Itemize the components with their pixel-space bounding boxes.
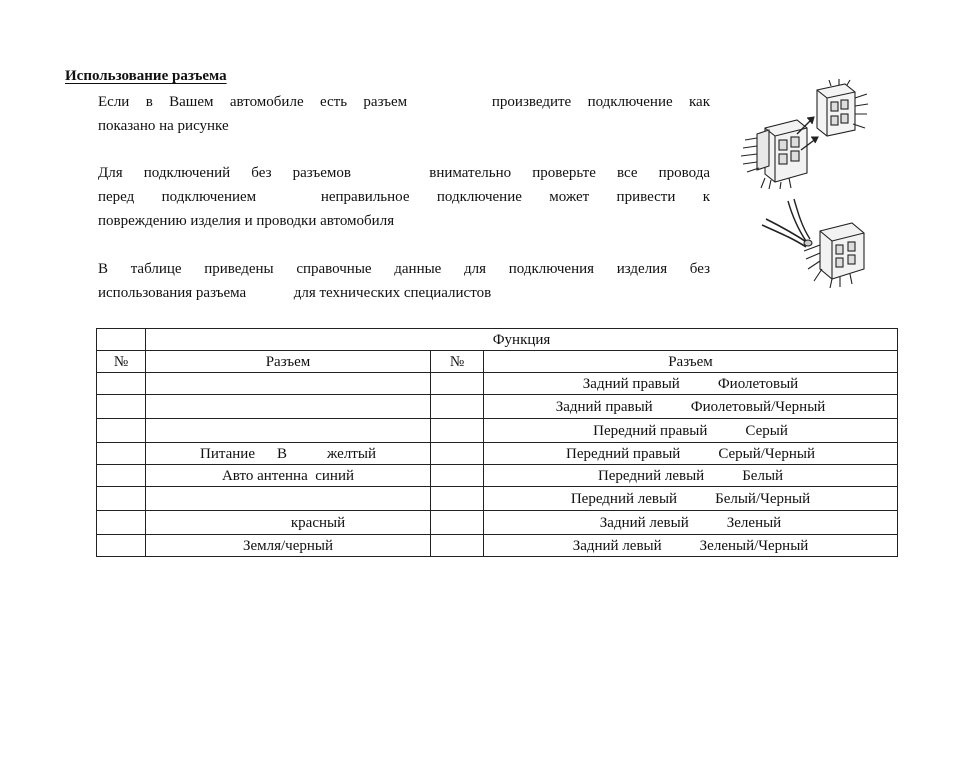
connector-function: Задний правый Фиолетовый/Черный: [484, 395, 898, 419]
connection-table: [96, 328, 898, 557]
table-row: [97, 419, 898, 443]
paragraph-table-reference: [98, 257, 710, 305]
connector-function: [146, 395, 431, 419]
column-header-connector: Разъем: [146, 351, 431, 373]
text-fragment: использования разъема: [98, 285, 247, 301]
pin-number: [97, 395, 146, 419]
table-row: [97, 373, 898, 395]
wire-cutting-illustration: [760, 195, 872, 290]
pin-number: [431, 535, 484, 557]
pin-number: [97, 419, 146, 443]
connector-function: [146, 487, 431, 511]
connector-function: Задний левый Зеленый: [484, 511, 898, 535]
table-row: [97, 487, 898, 511]
text-fragment: внимательно проверьте все провода: [429, 165, 711, 181]
connector-function: Питание В желтый: [146, 443, 431, 465]
connector-function: Земля/черный: [146, 535, 431, 557]
section-heading: Использование разъема: [65, 68, 227, 84]
text-fragment: В таблице приведены справочные данные для подключения изделия без: [98, 261, 710, 277]
table-row: [97, 443, 898, 465]
paragraph-line: [98, 114, 710, 138]
connector-function: Передний левый Белый: [484, 465, 898, 487]
paragraph-line: [98, 209, 710, 233]
text-fragment: перед подключением: [98, 189, 257, 205]
column-header-no: №: [97, 351, 146, 373]
column-header-connector: Разъем: [484, 351, 898, 373]
pin-number: [431, 373, 484, 395]
connector-plug-illustration: [735, 78, 870, 190]
connector-function: [146, 373, 431, 395]
pin-number: [97, 373, 146, 395]
paragraph-connector-usage: [98, 90, 710, 138]
pin-number: [431, 419, 484, 443]
table-row: [97, 465, 898, 487]
table-corner-cell: [97, 329, 146, 351]
connector-function: Передний правый Серый: [484, 419, 898, 443]
pin-number: [97, 535, 146, 557]
text-fragment: показано на рисунке: [98, 118, 229, 134]
paragraph-line: [98, 161, 710, 185]
table-row: [97, 395, 898, 419]
table-row: [97, 511, 898, 535]
connector-function: Авто антенна синий: [146, 465, 431, 487]
connector-function: [146, 419, 431, 443]
text-fragment: Для подключений без разъемов: [98, 165, 351, 181]
connector-function: Задний левый Зеленый/Черный: [484, 535, 898, 557]
pin-number: [431, 395, 484, 419]
table-row: [97, 535, 898, 557]
paragraph-line: [98, 185, 710, 209]
pin-number: [97, 511, 146, 535]
connector-function: красный: [146, 511, 431, 535]
text-fragment: произведите подключение как: [491, 94, 710, 110]
column-header-no: №: [431, 351, 484, 373]
text-fragment: для технических специалистов: [293, 285, 492, 301]
paragraph-no-connector-warning: [98, 161, 710, 233]
pin-number: [97, 487, 146, 511]
pin-number: [431, 511, 484, 535]
paragraph-line: [98, 281, 710, 305]
text-fragment: Если в Вашем автомобиле есть разъем: [98, 94, 408, 110]
connector-function: Передний правый Серый/Черный: [484, 443, 898, 465]
pin-number: [97, 465, 146, 487]
function-header: Функция: [146, 329, 898, 351]
pin-number: [431, 443, 484, 465]
paragraph-line: [98, 257, 710, 281]
connector-function: Задний правый Фиолетовый: [484, 373, 898, 395]
connector-function: Передний левый Белый/Черный: [484, 487, 898, 511]
text-fragment: повреждению изделия и проводки автомобиля: [98, 213, 395, 229]
text-fragment: неправильное подключение может привести к: [320, 189, 711, 205]
pin-number: [431, 487, 484, 511]
pin-number: [97, 443, 146, 465]
paragraph-line: [98, 90, 710, 114]
pin-number: [431, 465, 484, 487]
